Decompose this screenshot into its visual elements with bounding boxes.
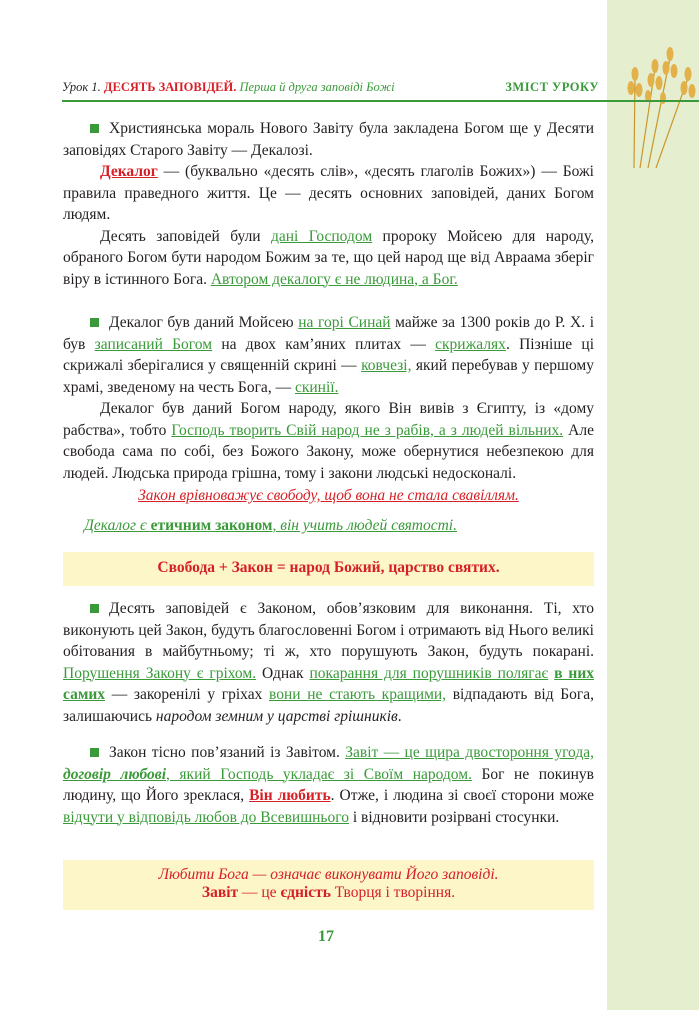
highlight-link: ковчезі, xyxy=(361,357,412,374)
paragraph xyxy=(63,226,594,291)
highlight-link: в них самих xyxy=(63,664,595,703)
text-run: . Пізніше ці скрижалі зберігалися у священній скрині — xyxy=(63,335,595,374)
header-divider xyxy=(62,100,699,102)
text-run: Декалог був даний Мойсею xyxy=(109,314,299,331)
text-run: Декалог був даний Богом народу, якого Він вивів з Єгипту, із «дому рабства», тобто xyxy=(63,400,594,439)
paragraph-text: — (буквально «десять слів», «десять глаголів Божих») — Божі правила праведного життя. Це — десять основних заповідей, даних Богом людям. xyxy=(63,163,594,223)
wheat-icon xyxy=(600,28,699,168)
section-1 xyxy=(63,118,594,290)
text-run: єдність xyxy=(280,884,331,901)
header-title-line xyxy=(62,80,395,95)
text-run: і відновити розірвані стосунки. xyxy=(348,808,560,826)
decalog-statement xyxy=(84,517,457,535)
text-run: Десять заповідей є Законом, обов’язковим для виконання. Ті, хто виконують цей Закон, будуть благословенні Богом і отримають від Нього великі обітования в майбутньому; ті ж, хто порушують Закон, будуть покарані. xyxy=(63,600,594,660)
bullet-icon xyxy=(90,124,99,133)
section-3 xyxy=(63,598,594,727)
box-line xyxy=(63,884,594,902)
text-run: відпадають від Бога, залишаючись xyxy=(63,686,595,725)
love-term: Він любить xyxy=(249,787,331,804)
highlight-link: скинії. xyxy=(294,378,339,396)
lesson-title: ДЕСЯТЬ ЗАПОВІДЕЙ. xyxy=(103,80,237,94)
highlight-link: договір любові xyxy=(63,765,167,783)
text-run: . Отже, і людина зі своєї сторони може xyxy=(330,787,595,804)
section-4 xyxy=(63,742,594,828)
text-run: , він учить людей святості. xyxy=(272,517,457,534)
highlight-link: Автором декалогу є не людина, а Бог. xyxy=(210,270,458,288)
contents-label: ЗМІСТ УРОКУ xyxy=(505,80,599,94)
box-line: Любити Бога — означає виконувати Його заповіді. xyxy=(158,866,499,883)
text-run: Але свобода сама по собі, без Божого Закону, може обернутися небезпекою для людей. Людська природа грішна, тому і закони людські недосконалі. xyxy=(63,421,594,482)
lesson-subtitle: Перша й друга заповіді Божі xyxy=(239,80,395,94)
text-run: пророку Мойсею для народу, обраного Богом бути народом Божим за те, що цей народ ще від Авраама зберіг віру в істинного Бога. xyxy=(63,227,594,288)
bullet-icon xyxy=(90,318,99,327)
paragraph-text: Християнська мораль Нового Завіту була закладена Богом ще у Десяти заповідях Старого Завіту — Декалозі. xyxy=(63,120,594,159)
text-run: майже за 1300 років до Р. Х. і був xyxy=(63,314,594,353)
text-run: Закон тісно пов’язаний із Завітом. xyxy=(109,744,346,761)
highlight-link: скрижалях xyxy=(435,335,506,353)
text-run: — це xyxy=(238,884,281,901)
bullet-icon xyxy=(90,604,99,613)
text-run: Декалог є xyxy=(84,517,151,534)
text-run: Завіт xyxy=(201,884,239,901)
paragraph xyxy=(63,118,594,161)
highlight-link: , який Господь укладає зі Своїм народом. xyxy=(166,765,472,783)
text-run: Творця і творіння. xyxy=(330,884,456,901)
highlight-link: дані Господом xyxy=(271,227,373,245)
paragraph xyxy=(63,312,594,398)
highlight-link: Завіт — це щира двостороння угода, xyxy=(345,744,594,761)
text-run: на двох кам’яних плитах — xyxy=(212,335,436,353)
text-run: Однак xyxy=(256,664,310,682)
page-number: 17 xyxy=(318,928,334,945)
highlight-link: покарання для порушників полягає xyxy=(309,664,549,682)
text-run: Десять заповідей були xyxy=(100,227,271,245)
page-header xyxy=(62,78,602,102)
paragraph xyxy=(63,742,594,828)
text-run: . xyxy=(397,707,402,725)
term-decalog: Декалог xyxy=(100,163,158,180)
highlight-box-covenant xyxy=(63,860,594,910)
highlight-link: відчути у відповідь любов до Всевишнього xyxy=(63,808,349,826)
paragraph xyxy=(63,598,594,727)
bullet-icon xyxy=(90,748,99,757)
section-2 xyxy=(63,312,594,484)
text-run: Бог не покинув людину, що Його зреклася, xyxy=(63,765,594,804)
text-run: який перебував у першому храмі, зведеному на честь Бога, — xyxy=(63,357,594,396)
highlight-link: Господь творить Свій народ не з рабів, а з людей вільних. xyxy=(171,421,564,439)
emphasis-text: народом земним у царстві грішників xyxy=(155,707,398,725)
highlight-link: Порушення Закону є гріхом. xyxy=(63,664,257,682)
highlight-link: на горі Синай xyxy=(298,314,391,331)
text-run: — закоренілі у гріхах xyxy=(105,686,270,703)
paragraph xyxy=(63,161,594,226)
box-text: Свобода + Закон = народ Божий, царство святих. xyxy=(157,559,500,576)
lesson-number: Урок 1. xyxy=(62,80,101,94)
law-statement: Закон врівноважує свободу, щоб вона не стала свавіллям. xyxy=(138,487,519,504)
highlight-box-freedom xyxy=(63,552,594,586)
highlight-link: записаний Богом xyxy=(94,335,213,353)
paragraph xyxy=(63,398,594,484)
highlight-link: вони не стають кращими, xyxy=(269,686,447,703)
ethical-law-term: етичним законом xyxy=(150,517,273,534)
